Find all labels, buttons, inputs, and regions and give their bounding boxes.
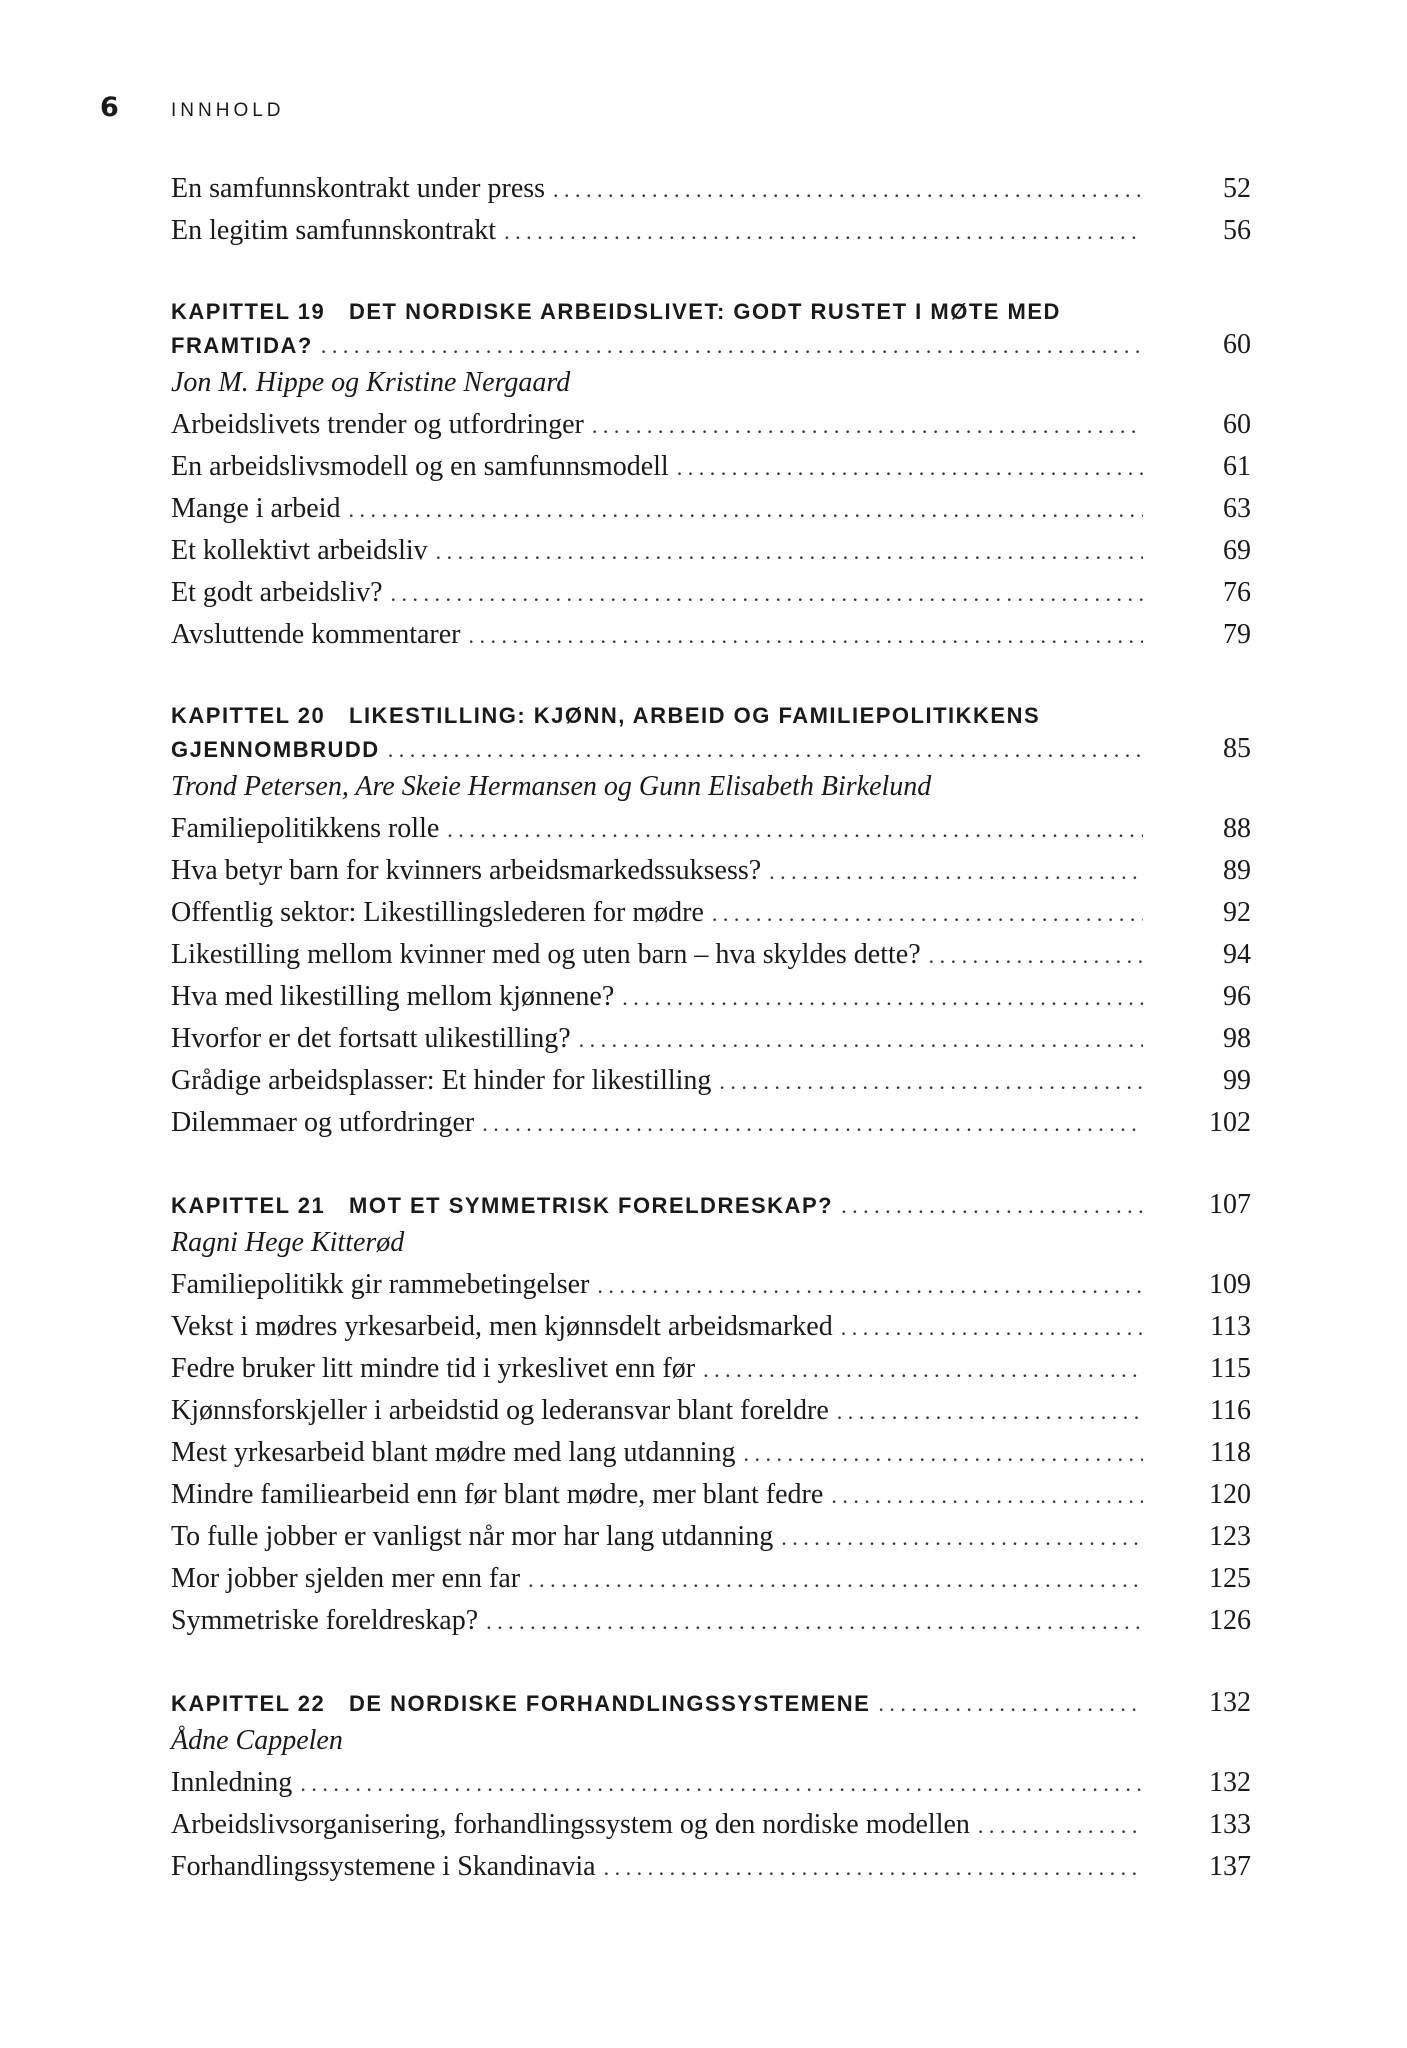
toc-entry-page: 79 bbox=[1223, 619, 1251, 650]
toc-entry bbox=[171, 530, 1251, 572]
toc-entry-page: 96 bbox=[1223, 981, 1251, 1012]
dot-leader bbox=[388, 733, 1143, 767]
page-number: 6 bbox=[100, 92, 119, 123]
toc-entry-title: To fulle jobber er vanligst når mor har lang utdanning bbox=[171, 1521, 774, 1552]
chapter-heading bbox=[171, 296, 1251, 362]
toc-entry bbox=[171, 1474, 1251, 1516]
dot-leader bbox=[349, 489, 1144, 531]
toc-entry-title: Arbeidslivets trender og utfordringer bbox=[171, 409, 584, 440]
toc-entry bbox=[171, 934, 1251, 976]
toc-entry bbox=[171, 1060, 1251, 1102]
toc-entry-title: Hvorfor er det fortsatt ulikestilling? bbox=[171, 1023, 571, 1054]
toc-entry-title: Kjønnsforskjeller i arbeidstid og lederansvar blant foreldre bbox=[171, 1395, 829, 1426]
toc-entry-page: 61 bbox=[1223, 451, 1251, 482]
toc-entry bbox=[171, 404, 1251, 446]
toc-entry-title: Mor jobber sjelden mer enn far bbox=[171, 1563, 521, 1594]
dot-leader bbox=[769, 851, 1143, 893]
chapter-page: 132 bbox=[1209, 1687, 1251, 1718]
toc-entry bbox=[171, 892, 1251, 934]
chapter-number: KAPITTEL 20 bbox=[171, 703, 326, 728]
toc-entry-page: 60 bbox=[1223, 409, 1251, 440]
toc-entry-page: 113 bbox=[1210, 1311, 1251, 1342]
dot-leader bbox=[436, 531, 1143, 573]
toc-entry-title: Hva betyr barn for kvinners arbeidsmarkedssuksess? bbox=[171, 855, 762, 886]
running-head bbox=[100, 92, 285, 122]
dot-leader bbox=[781, 1517, 1143, 1559]
toc-entry bbox=[171, 1846, 1251, 1888]
dot-leader bbox=[929, 935, 1143, 977]
toc-entry bbox=[171, 808, 1251, 850]
running-title: INNHOLD bbox=[171, 100, 285, 121]
toc-entry bbox=[171, 1558, 1251, 1600]
dot-leader bbox=[831, 1475, 1143, 1517]
dot-leader bbox=[482, 1103, 1143, 1145]
toc-entry-title: Mange i arbeid bbox=[171, 493, 341, 524]
toc-entry-title: Mest yrkesarbeid blant mødre med lang utdanning bbox=[171, 1437, 736, 1468]
chapter-page: 107 bbox=[1209, 1189, 1251, 1220]
toc-entry-title: Familiepolitikkens rolle bbox=[171, 813, 440, 844]
dot-leader bbox=[579, 1019, 1143, 1061]
toc-entry bbox=[171, 1264, 1251, 1306]
toc-entry-page: 116 bbox=[1210, 1395, 1251, 1426]
dot-leader bbox=[469, 615, 1143, 657]
toc-entry-page: 94 bbox=[1223, 939, 1251, 970]
dot-leader bbox=[719, 1061, 1143, 1103]
toc-entry-title: Likestilling mellom kvinner med og uten barn – hva skyldes dette? bbox=[171, 939, 921, 970]
toc-entry-page: 123 bbox=[1209, 1521, 1251, 1552]
chapter-title: DE NORDISKE FORHANDLINGSSYSTEMENE bbox=[349, 1691, 871, 1716]
chapter-title-continued: GJENNOMBRUDD bbox=[171, 737, 380, 762]
dot-leader bbox=[447, 809, 1143, 851]
toc-entry-title: Et kollektivt arbeidsliv bbox=[171, 535, 428, 566]
dot-leader bbox=[300, 1763, 1143, 1805]
dot-leader bbox=[504, 211, 1143, 253]
dot-leader bbox=[744, 1433, 1143, 1475]
toc-entry bbox=[171, 1390, 1251, 1432]
chapter-authors: Trond Petersen, Are Skeie Hermansen og Gunn Elisabeth Birkelund bbox=[171, 771, 932, 802]
toc-entry-page: 126 bbox=[1209, 1605, 1251, 1636]
toc-entry-page: 52 bbox=[1223, 173, 1251, 204]
dot-leader bbox=[592, 405, 1143, 447]
chapter-title-continued: FRAMTIDA? bbox=[171, 333, 313, 358]
chapter-title: LIKESTILLING: KJØNN, ARBEID OG FAMILIEPOLITIKKENS bbox=[349, 703, 1041, 728]
toc-entry-page: 132 bbox=[1209, 1767, 1251, 1798]
toc-entry-page: 133 bbox=[1209, 1809, 1251, 1840]
toc-entry-title: Dilemmaer og utfordringer bbox=[171, 1107, 475, 1138]
dot-leader bbox=[597, 1265, 1143, 1307]
chapter-title: MOT ET SYMMETRISK FORELDRESKAP? bbox=[349, 1193, 834, 1218]
toc-entry-title: Et godt arbeidsliv? bbox=[171, 577, 383, 608]
table-of-contents bbox=[171, 168, 1251, 1888]
chapter-heading bbox=[171, 1188, 1251, 1222]
toc-entry bbox=[171, 614, 1251, 656]
chapter-heading bbox=[171, 700, 1251, 766]
dot-leader bbox=[978, 1805, 1143, 1847]
toc-entry-title: Arbeidslivsorganisering, forhandlingssystem og den nordiske modellen bbox=[171, 1809, 970, 1840]
toc-entry bbox=[171, 168, 1251, 210]
toc-entry-page: 120 bbox=[1209, 1479, 1251, 1510]
toc-entry-title: Symmetriske foreldreskap? bbox=[171, 1605, 479, 1636]
toc-entry-page: 69 bbox=[1223, 535, 1251, 566]
dot-leader bbox=[486, 1601, 1143, 1643]
toc-entry-page: 137 bbox=[1209, 1851, 1251, 1882]
dot-leader bbox=[321, 329, 1143, 363]
toc-entry-title: Familiepolitikk gir rammebetingelser bbox=[171, 1269, 590, 1300]
chapter-authors: Ragni Hege Kitterød bbox=[171, 1227, 405, 1258]
toc-entry-title: En arbeidslivsmodell og en samfunnsmodell bbox=[171, 451, 669, 482]
dot-leader bbox=[841, 1307, 1143, 1349]
dot-leader bbox=[553, 169, 1143, 211]
toc-entry-title: Hva med likestilling mellom kjønnene? bbox=[171, 981, 615, 1012]
toc-entry-title: Fedre bruker litt mindre tid i yrkeslivet enn før bbox=[171, 1353, 696, 1384]
dot-leader bbox=[604, 1847, 1143, 1889]
toc-entry-page: 98 bbox=[1223, 1023, 1251, 1054]
dot-leader bbox=[841, 1189, 1143, 1223]
toc-entry bbox=[171, 1762, 1251, 1804]
toc-entry bbox=[171, 446, 1251, 488]
toc-entry-page: 102 bbox=[1209, 1107, 1251, 1138]
toc-entry-page: 99 bbox=[1223, 1065, 1251, 1096]
toc-entry-title: Mindre familiearbeid enn før blant mødre, mer blant fedre bbox=[171, 1479, 824, 1510]
chapter-authors: Jon M. Hippe og Kristine Nergaard bbox=[171, 367, 571, 398]
dot-leader bbox=[622, 977, 1143, 1019]
toc-entry bbox=[171, 1600, 1251, 1642]
toc-entry bbox=[171, 1348, 1251, 1390]
chapter-number: KAPITTEL 22 bbox=[171, 1691, 326, 1716]
toc-entry-title: Forhandlingssystemene i Skandinavia bbox=[171, 1851, 596, 1882]
toc-entry-page: 109 bbox=[1209, 1269, 1251, 1300]
toc-entry-page: 125 bbox=[1209, 1563, 1251, 1594]
chapter-page: 60 bbox=[1223, 329, 1251, 360]
toc-entry-page: 92 bbox=[1223, 897, 1251, 928]
dot-leader bbox=[528, 1559, 1143, 1601]
chapter-number: KAPITTEL 19 bbox=[171, 299, 326, 324]
toc-entry bbox=[171, 210, 1251, 252]
toc-entry-title: Avsluttende kommentarer bbox=[171, 619, 461, 650]
toc-entry-page: 118 bbox=[1210, 1437, 1251, 1468]
dot-leader bbox=[837, 1391, 1143, 1433]
toc-entry-page: 89 bbox=[1223, 855, 1251, 886]
toc-entry-title: Grådige arbeidsplasser: Et hinder for likestilling bbox=[171, 1065, 712, 1096]
toc-entry-title: Vekst i mødres yrkesarbeid, men kjønnsdelt arbeidsmarked bbox=[171, 1311, 833, 1342]
toc-entry bbox=[171, 1516, 1251, 1558]
toc-entry-page: 115 bbox=[1210, 1353, 1251, 1384]
dot-leader bbox=[391, 573, 1143, 615]
toc-entry-page: 88 bbox=[1223, 813, 1251, 844]
toc-entry bbox=[171, 572, 1251, 614]
toc-entry-title: Innledning bbox=[171, 1767, 293, 1798]
chapter-number: KAPITTEL 21 bbox=[171, 1193, 326, 1218]
toc-entry bbox=[171, 488, 1251, 530]
toc-entry bbox=[171, 850, 1251, 892]
toc-entry-title: En samfunnskontrakt under press bbox=[171, 173, 546, 204]
chapter-heading bbox=[171, 1686, 1251, 1720]
toc-entry-page: 56 bbox=[1223, 215, 1251, 246]
dot-leader bbox=[703, 1349, 1143, 1391]
chapter-page: 85 bbox=[1223, 733, 1251, 764]
toc-entry-title: En legitim samfunnskontrakt bbox=[171, 215, 497, 246]
toc-entry bbox=[171, 1804, 1251, 1846]
toc-entry-page: 63 bbox=[1223, 493, 1251, 524]
chapter-authors: Ådne Cappelen bbox=[171, 1725, 343, 1756]
toc-entry bbox=[171, 1432, 1251, 1474]
toc-entry bbox=[171, 1102, 1251, 1144]
toc-entry bbox=[171, 976, 1251, 1018]
dot-leader bbox=[712, 893, 1143, 935]
chapter-title: DET NORDISKE ARBEIDSLIVET: GODT RUSTET I MØTE MED bbox=[349, 299, 1061, 324]
dot-leader bbox=[878, 1687, 1143, 1721]
toc-entry bbox=[171, 1018, 1251, 1060]
toc-entry bbox=[171, 1306, 1251, 1348]
toc-entry-title: Offentlig sektor: Likestillingslederen for mødre bbox=[171, 897, 704, 928]
toc-entry-page: 76 bbox=[1223, 577, 1251, 608]
dot-leader bbox=[677, 447, 1143, 489]
